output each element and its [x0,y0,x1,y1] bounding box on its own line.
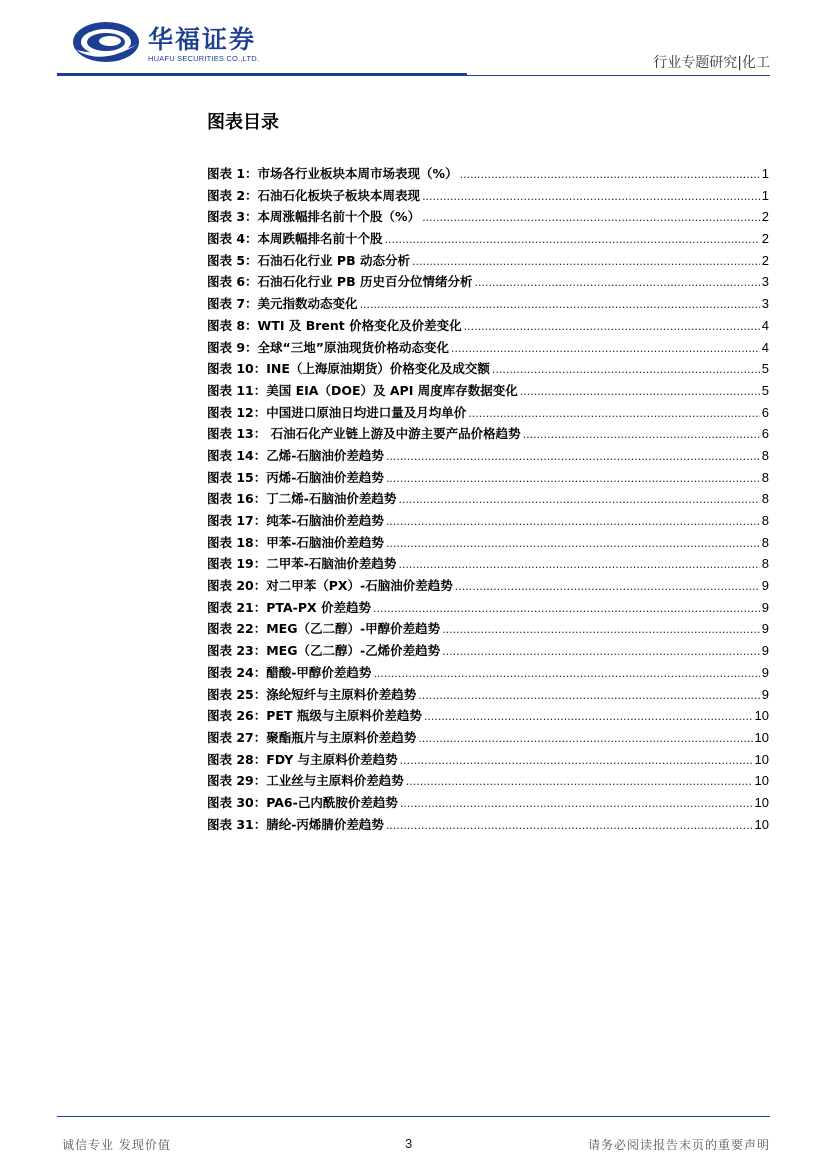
toc-leader-dots [398,554,759,576]
toc-entry[interactable] [207,271,769,293]
toc-entry[interactable] [207,770,769,792]
toc-entry-label[interactable]: 图表 4：本周跌幅排名前十个股 [207,231,383,247]
toc-entry-page[interactable]: 3 [761,274,769,290]
toc-leader-dots [386,533,760,555]
footer-divider [57,1116,770,1117]
toc-entry-label[interactable]: 图表 12：中国进口原油日均进口量及月均单价 [207,404,467,420]
toc-entry[interactable] [207,315,769,337]
toc-entry-label[interactable]: 图表 18：甲苯-石脑油价差趋势 [207,534,384,550]
toc-entry-page[interactable]: 2 [761,231,769,247]
toc-entry[interactable] [207,662,769,684]
toc-leader-dots [451,338,760,360]
toc-leader-dots [406,771,753,793]
toc-entry-page[interactable]: 8 [761,556,769,572]
toc-entry-page[interactable]: 10 [754,729,769,745]
toc-entry[interactable] [207,445,769,467]
toc-entry-page[interactable]: 8 [761,513,769,528]
toc-entry-page[interactable]: 8 [761,469,769,485]
toc-entry-page[interactable]: 1 [761,166,769,181]
toc-entry[interactable] [207,185,769,207]
toc-entry[interactable] [207,380,769,402]
toc-entry[interactable] [207,402,769,424]
toc-leader-dots [418,728,752,750]
toc-leader-dots [442,641,760,663]
toc-entry-page[interactable]: 9 [761,621,769,637]
toc-entry-page[interactable]: 8 [761,534,769,550]
toc-leader-dots [373,598,760,620]
toc-entry[interactable] [207,575,769,597]
toc-entry-label[interactable]: 图表 8：WTI 及 Brent 价格变化及价差变化 [207,317,462,333]
toc-entry-label[interactable]: 图表 20：对二甲苯（PX）-石脑油价差趋势 [207,578,453,594]
toc-entry[interactable] [207,597,769,619]
header-divider [57,75,770,76]
toc-entry[interactable] [207,337,769,359]
toc-leader-dots [386,446,760,468]
toc-leader-dots [385,229,760,251]
toc-entry-label[interactable]: 图表 26：PET 瓶级与主原料价差趋势 [207,708,422,724]
toc-entry-label[interactable]: 图表 28：FDY 与主原料价差趋势 [207,751,398,767]
company-logo [72,18,312,70]
toc-leader-dots [424,706,753,728]
toc-entry[interactable] [207,553,769,575]
toc-entry-page[interactable]: 10 [754,751,769,767]
toc-entry-label[interactable]: 图表 14：乙烯-石脑油价差趋势 [207,447,384,463]
toc-leader-dots [360,294,760,316]
toc-entry-page[interactable]: 9 [761,578,769,594]
toc-leader-dots [455,576,760,598]
logo-chinese-name: 华福证券 [148,25,257,54]
toc-leader-dots [442,619,760,641]
toc-leader-dots [386,815,753,837]
toc-entry-page[interactable]: 4 [761,339,769,355]
toc-leader-dots [474,272,759,294]
toc-entry-page[interactable]: 8 [761,447,769,463]
toc-entry[interactable] [207,618,769,640]
toc-entry-label[interactable]: 图表 1：市场各行业板块本周市场表现（%） [207,166,458,181]
toc-leader-dots [464,316,760,338]
toc-entry-label[interactable]: 图表 24：醋酸-甲醇价差趋势 [207,664,372,680]
toc-entry-page[interactable]: 9 [761,643,769,659]
toc-entry[interactable] [207,228,769,250]
toc-entry-page[interactable]: 9 [761,664,769,680]
toc-leader-dots [400,793,753,815]
toc-leader-dots [523,424,760,446]
toc-entry-label[interactable]: 图表 7：美元指数动态变化 [207,296,358,312]
toc-entry-page[interactable]: 1 [761,187,769,203]
huafu-logo-icon [72,20,144,64]
toc-entry[interactable] [207,163,769,185]
toc-leader-dots [373,663,759,685]
toc-entry[interactable] [207,467,769,489]
toc-entry-label[interactable]: 图表 11：美国 EIA（DOE）及 API 周度库存数据变化 [207,382,518,398]
toc-entry[interactable] [207,358,769,380]
toc-entry-page[interactable]: 10 [754,708,769,724]
toc-entry[interactable] [207,640,769,662]
toc-entry[interactable] [207,705,769,727]
toc-entry-label[interactable]: 图表 15：丙烯-石脑油价差趋势 [207,469,384,485]
toc-title: 图表目录 [207,112,279,133]
toc-entry-page[interactable]: 5 [761,361,769,377]
toc-entry-page[interactable]: 5 [761,382,769,398]
toc-entry-label[interactable]: 图表 13： 石油石化产业链上游及中游主要产品价格趋势 [207,426,521,442]
toc-entry-label[interactable]: 图表 5：石油石化行业 PB 动态分析 [207,252,410,268]
toc-leader-dots [468,403,760,425]
figure-toc-list [207,163,769,835]
toc-entry-label[interactable]: 图表 30：PA6-己内酰胺价差趋势 [207,794,398,810]
footer-disclaimer: 请务必阅读报告末页的重要声明 [587,1138,770,1152]
toc-entry-label[interactable]: 图表 22：MEG（乙二醇）-甲醇价差趋势 [207,621,441,637]
toc-entry-label[interactable]: 图表 19：二甲苯-石脑油价差趋势 [207,556,397,572]
toc-leader-dots [460,164,760,186]
toc-entry-page[interactable]: 2 [761,252,769,268]
toc-entry[interactable] [207,814,769,836]
toc-entry-label[interactable]: 图表 9：全球“三地”原油现货价格动态变化 [207,339,449,355]
toc-entry-label[interactable]: 图表 31：腈纶-丙烯腈价差趋势 [207,816,384,832]
toc-entry-page[interactable]: 9 [761,686,769,702]
toc-entry[interactable] [207,510,769,532]
toc-entry[interactable] [207,684,769,706]
toc-entry-page[interactable]: 4 [761,317,769,333]
toc-entry-label[interactable]: 图表 2：石油石化板块子板块本周表现 [207,187,421,203]
toc-entry[interactable] [207,749,769,771]
toc-entry[interactable] [207,206,769,228]
toc-entry-label[interactable]: 图表 25：涤纶短纤与主原料价差趋势 [207,686,417,702]
toc-entry[interactable] [207,727,769,749]
toc-entry[interactable] [207,293,769,315]
toc-entry-label[interactable]: 图表 27：聚酯瓶片与主原料价差趋势 [207,729,417,745]
toc-leader-dots [398,489,759,511]
toc-entry[interactable] [207,250,769,272]
toc-entry-page[interactable]: 6 [761,426,769,442]
toc-leader-dots [386,511,760,533]
toc-entry-page[interactable]: 10 [754,816,769,832]
toc-entry-label[interactable]: 图表 10：INE（上海原油期货）价格变化及成交额 [207,361,490,377]
toc-entry-label[interactable]: 图表 3：本周涨幅排名前十个股（%） [207,209,421,225]
logo-english-name: HUAFU SECURITIES CO.,LTD. [148,54,260,63]
toc-leader-dots [386,468,760,490]
toc-entry-label[interactable]: 图表 6：石油石化行业 PB 历史百分位情绪分析 [207,274,473,290]
toc-entry-page[interactable]: 10 [754,794,769,810]
toc-entry-page[interactable]: 9 [761,599,769,615]
page-number: 3 [405,1136,413,1151]
toc-entry-label[interactable]: 图表 21：PTA-PX 价差趋势 [207,599,371,615]
footer-slogan: 诚信专业 发现价值 [62,1138,171,1152]
toc-entry-page[interactable]: 8 [761,491,769,507]
toc-leader-dots [412,251,760,273]
toc-entry-label[interactable]: 图表 29：工业丝与主原料价差趋势 [207,773,404,789]
toc-entry-page[interactable]: 3 [761,296,769,312]
toc-leader-dots [492,359,760,381]
toc-entry-label[interactable]: 图表 23：MEG（乙二醇）-乙烯价差趋势 [207,643,441,659]
toc-entry-page[interactable]: 10 [754,773,769,789]
report-category-tag: 行业专题研究|化工 [653,55,770,71]
toc-leader-dots [520,381,760,403]
toc-leader-dots [400,750,753,772]
toc-entry-label[interactable]: 图表 16：丁二烯-石脑油价差趋势 [207,491,397,507]
toc-leader-dots [422,186,760,208]
toc-entry[interactable] [207,488,769,510]
toc-entry-page[interactable]: 6 [761,404,769,420]
toc-entry-label[interactable]: 图表 17：纯苯-石脑油价差趋势 [207,513,384,528]
toc-leader-dots [422,207,760,229]
toc-entry[interactable] [207,792,769,814]
toc-entry-page[interactable]: 2 [761,209,769,225]
toc-entry[interactable] [207,423,769,445]
toc-leader-dots [418,685,760,707]
toc-entry[interactable] [207,532,769,554]
